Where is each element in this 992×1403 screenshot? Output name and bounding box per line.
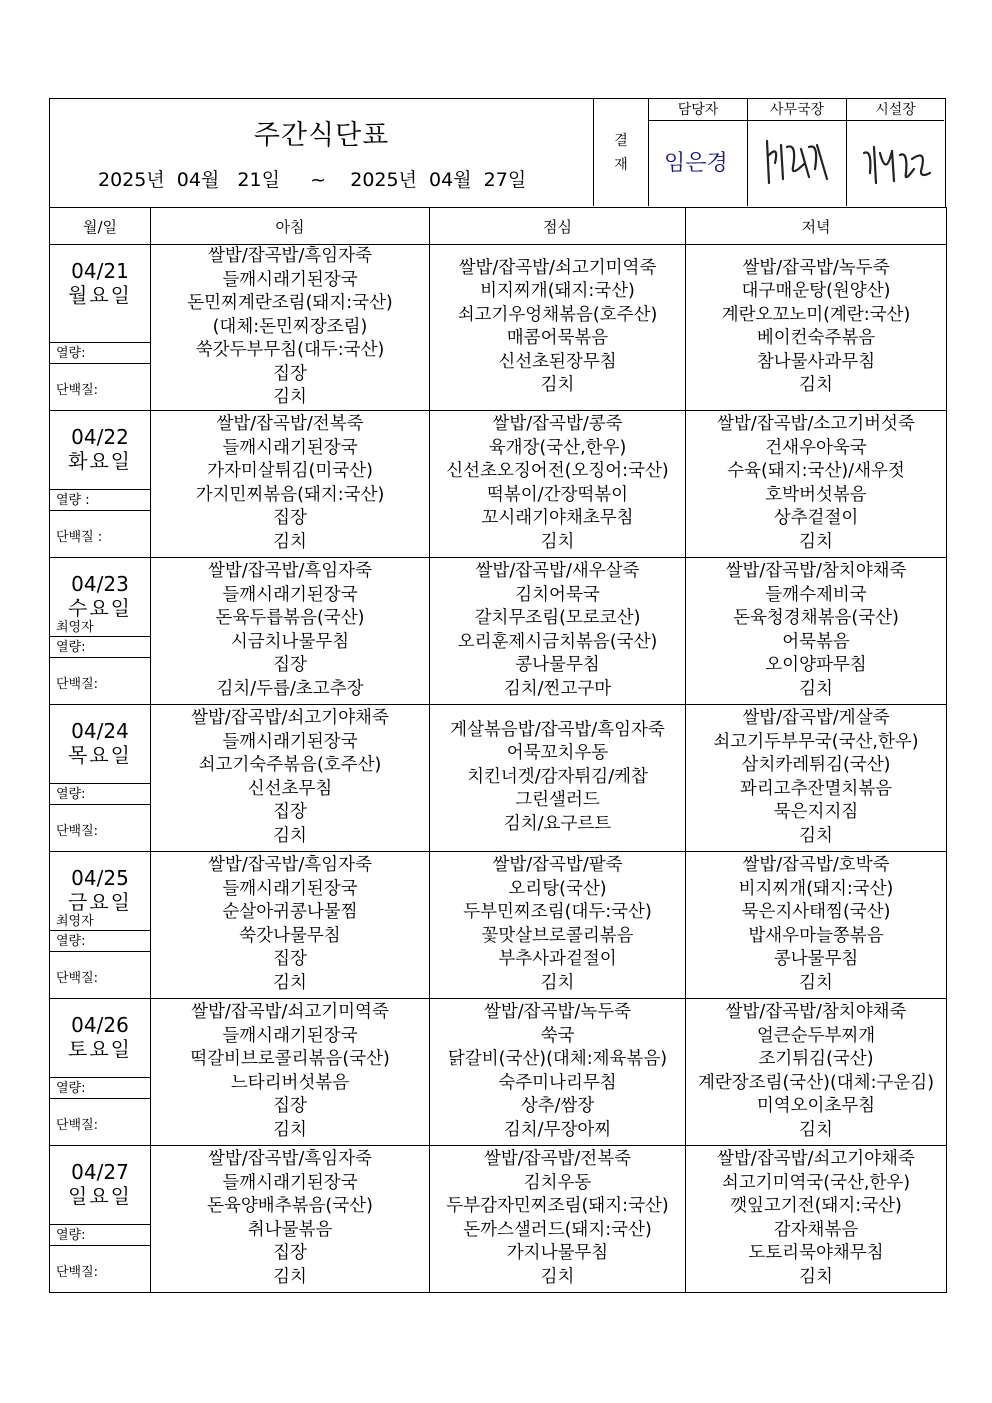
- menu-item: 묵은지지짐: [773, 802, 859, 822]
- table-row: [50, 410, 947, 557]
- menu-item: 쌀밥/잡곡밥/새우살죽: [475, 561, 640, 581]
- menu-item: 김치: [273, 972, 307, 993]
- menu-item: 비지찌개(돼지:국산): [480, 281, 635, 302]
- signer-staff: [649, 99, 748, 206]
- dinner-cell: [686, 704, 947, 851]
- table-row: [50, 704, 947, 851]
- table-header-row: [50, 208, 947, 245]
- day-date: 04/21: [71, 259, 129, 283]
- menu-item: 조기튀김(국산): [758, 1049, 874, 1069]
- protein-label: 단백질 :: [56, 529, 103, 545]
- menu-item: (대체:돈민찌장조림): [212, 316, 368, 337]
- menu-item: 김치/요구르트: [503, 813, 612, 834]
- menu-item: 갈치무조림(모로코산): [474, 608, 641, 628]
- menu-item: 김치/두릅/초고추장: [216, 678, 364, 699]
- menu-item: 쌀밥/잡곡밥/콩죽: [492, 414, 623, 434]
- protein-label: 단백질:: [56, 1117, 99, 1133]
- menu-item: 상추/쌈장: [520, 1096, 595, 1116]
- day-date: 04/24: [71, 718, 129, 743]
- dinner-cell: [686, 557, 947, 704]
- menu-item: 삼치카레튀김(국산): [741, 755, 891, 775]
- day-name: 월요일: [68, 283, 132, 307]
- menu-item: 치킨너겟/감자튀김/케찹: [467, 766, 648, 787]
- menu-item: 쇠고기숙주볶음(호주산): [198, 755, 382, 775]
- day-name: 금요일: [68, 889, 132, 914]
- signature-manager: [748, 121, 846, 205]
- menu-item: 들깨시래기된장국: [222, 269, 358, 290]
- menu-item: 건새우아욱국: [765, 437, 867, 458]
- day-cell: [50, 851, 151, 998]
- menu-item: 들깨시래기된장국: [222, 731, 358, 752]
- menu-item: 게살볶음밥/잡곡밥/흑임자죽: [450, 719, 665, 740]
- menu-item: 밥새우마늘쫑볶음: [748, 925, 884, 946]
- menu-period: 2025년 04월 21일 ~ 2025년 04월 27일: [98, 169, 527, 191]
- menu-item: 돈육청경채볶음(국산): [733, 608, 899, 628]
- menu-item: 두부민찌조림(대두:국산): [463, 902, 652, 922]
- menu-item: 쌀밥/잡곡밥/녹두죽: [742, 257, 890, 278]
- menu-item: 김치/무장아찌: [503, 1119, 612, 1140]
- protein-label: 단백질:: [56, 970, 99, 986]
- protein-label: 단백질:: [56, 382, 99, 398]
- menu-item: 김치: [273, 1119, 307, 1140]
- menu-item: 쌀밥/잡곡밥/전복죽: [483, 1149, 632, 1169]
- day-name: 토요일: [68, 1036, 132, 1061]
- menu-item: 쌀밥/잡곡밥/흑임자죽: [208, 1149, 372, 1169]
- signer-title: 사무국장: [748, 99, 846, 121]
- menu-item: 떡갈비브로콜리볶음(국산): [190, 1049, 390, 1069]
- signer-manager: [748, 99, 847, 206]
- day-name: 화요일: [68, 448, 132, 473]
- menu-item: 쌀밥/잡곡밥/흑임자죽: [208, 855, 372, 875]
- menu-item: 참나물사과무침: [756, 351, 876, 372]
- menu-item: 어묵꼬치우동: [506, 743, 609, 764]
- menu-item: 김치: [273, 825, 307, 846]
- menu-item: 육개장(국산,한우): [488, 437, 627, 458]
- calorie-label: 열량:: [50, 636, 150, 658]
- protein-label: 단백질:: [56, 823, 99, 839]
- day-note: 최영자: [56, 913, 94, 929]
- menu-body: [50, 245, 947, 1293]
- menu-item: 들깨시래기된장국: [222, 584, 358, 605]
- menu-item: 들깨수제비국: [765, 584, 867, 605]
- lunch-cell: [430, 557, 686, 704]
- signature-director: [847, 121, 944, 205]
- menu-item: 김치: [799, 972, 833, 993]
- menu-item: 시금치나물무침: [230, 631, 350, 652]
- protein-label: 단백질:: [56, 1264, 99, 1280]
- menu-item: 김치: [799, 531, 833, 552]
- day-date: 04/22: [71, 424, 129, 449]
- menu-item: 미역오이초무침: [756, 1096, 876, 1116]
- table-row: [50, 245, 947, 411]
- breakfast-cell: [151, 704, 430, 851]
- day-date: 04/23: [71, 571, 129, 596]
- menu-item: 쌀밥/잡곡밥/쇠고기미역죽: [191, 1002, 389, 1022]
- menu-item: 가지민찌볶음(돼지:국산): [195, 484, 385, 505]
- calorie-label: 열량:: [50, 342, 150, 364]
- lunch-cell: [430, 704, 686, 851]
- menu-item: 김치: [799, 1266, 833, 1287]
- calorie-label: 열량:: [50, 1224, 150, 1246]
- weekly-menu-table: [49, 207, 947, 1293]
- lunch-cell: [430, 998, 686, 1145]
- menu-item: 수육(돼지:국산)/새우젓: [727, 461, 905, 481]
- table-row: [50, 998, 947, 1145]
- signature-text: 임은경: [664, 151, 728, 176]
- menu-item: 돈육두릅볶음(국산): [215, 608, 365, 628]
- day-date: 04/26: [71, 1012, 129, 1037]
- menu-item: 들깨시래기된장국: [222, 1172, 358, 1193]
- signature-image: [757, 133, 837, 193]
- menu-item: 콩나물무침: [773, 949, 859, 969]
- menu-item: 오리훈제시금치볶음(국산): [457, 631, 658, 652]
- menu-item: 비지찌개(돼지:국산): [738, 878, 894, 899]
- menu-item: 계란오꼬노미(계란:국산): [721, 304, 911, 325]
- menu-item: 쇠고기두부무국(국산,한우): [713, 731, 919, 752]
- menu-item: 베이컨숙주볶음: [756, 328, 876, 349]
- menu-item: 쌀밥/잡곡밥/쇠고기야채죽: [717, 1149, 915, 1169]
- menu-item: 매콤어묵볶음: [506, 328, 609, 349]
- menu-item: 어묵볶음: [782, 631, 850, 652]
- menu-item: 김치어묵국: [515, 584, 600, 605]
- day-cell: [50, 245, 151, 411]
- menu-item: 숙주미나리무침: [498, 1072, 617, 1093]
- calorie-label: 열량:: [50, 930, 150, 952]
- day-note: 최영자: [56, 619, 94, 635]
- menu-item: 떡볶이/간장떡볶이: [486, 484, 629, 505]
- menu-item: 집장: [273, 1243, 307, 1263]
- menu-item: 돈까스샐러드(돼지:국산): [463, 1219, 652, 1240]
- breakfast-cell: [151, 1145, 430, 1292]
- breakfast-cell: [151, 998, 430, 1145]
- breakfast-cell: [151, 557, 430, 704]
- calorie-label: 열량:: [50, 1077, 150, 1099]
- menu-item: 오이양파무침: [765, 655, 867, 675]
- page-title: 주간식단표: [253, 120, 390, 151]
- dinner-cell: [686, 998, 947, 1145]
- menu-item: 깻잎고기전(돼지:국산): [730, 1196, 902, 1216]
- menu-item: 쌀밥/잡곡밥/쇠고기미역죽: [458, 257, 657, 278]
- menu-item: 쑥갓나물무침: [239, 925, 341, 946]
- menu-item: 쌀밥/잡곡밥/팥죽: [492, 855, 623, 875]
- dinner-cell: [686, 245, 947, 411]
- menu-item: 쌀밥/잡곡밥/참치야채죽: [725, 561, 907, 581]
- dinner-cell: [686, 410, 947, 557]
- menu-item: 김치: [273, 531, 307, 552]
- menu-item: 쌀밥/잡곡밥/쇠고기야채죽: [191, 708, 389, 728]
- menu-item: 쌀밥/잡곡밥/참치야채죽: [725, 1002, 907, 1022]
- menu-item: 가지나물무침: [506, 1243, 609, 1263]
- lunch-cell: [430, 1145, 686, 1292]
- day-cell: [50, 410, 151, 557]
- signer-title: 시설장: [847, 99, 944, 121]
- menu-item: 들깨시래기된장국: [222, 437, 358, 458]
- table-row: [50, 557, 947, 704]
- column-header-breakfast: 아침: [151, 208, 430, 245]
- menu-item: 김치: [540, 1266, 575, 1287]
- menu-item: 신선초무침: [247, 778, 333, 799]
- menu-item: 취나물볶음: [247, 1219, 333, 1240]
- menu-item: 김치: [540, 972, 575, 993]
- lunch-cell: [430, 410, 686, 557]
- day-cell: [50, 704, 151, 851]
- menu-item: 김치: [799, 1119, 833, 1140]
- menu-item: 쌀밥/잡곡밥/흑임자죽: [208, 246, 372, 266]
- menu-item: 두부감자민찌조림(돼지:국산): [446, 1196, 669, 1216]
- menu-item: 호박버섯볶음: [765, 484, 867, 505]
- menu-item: 쌀밥/잡곡밥/전복죽: [216, 414, 364, 434]
- menu-item: 감자채볶음: [773, 1219, 859, 1240]
- column-header-day: 월/일: [50, 208, 151, 245]
- menu-item: 김치우동: [523, 1172, 592, 1193]
- menu-item: 꼬시래기야채초무침: [481, 508, 634, 528]
- menu-item: 김치: [540, 531, 575, 552]
- approval-label-1: 결: [614, 132, 628, 149]
- menu-item: 대구매운탕(원양산): [741, 281, 891, 302]
- menu-item: 쌀밥/잡곡밥/게살죽: [742, 708, 890, 728]
- menu-item: 오리탕(국산): [508, 878, 607, 899]
- signer-title: 담당자: [649, 99, 747, 121]
- menu-item: 김치/찐고구마: [503, 678, 612, 699]
- column-header-lunch: 점심: [430, 208, 686, 245]
- menu-item: 돈민찌계란조림(돼지:국산): [187, 293, 393, 313]
- menu-item: 얼큰순두부찌개: [756, 1025, 876, 1046]
- breakfast-cell: [151, 410, 430, 557]
- menu-item: 꽈리고추잔멸치볶음: [739, 778, 893, 799]
- menu-item: 순살아귀콩나물찜: [222, 902, 358, 922]
- menu-item: 신선초된장무침: [498, 351, 617, 372]
- menu-item: 쇠고기미역국(국산,한우): [721, 1172, 911, 1193]
- breakfast-cell: [151, 245, 430, 411]
- menu-item: 집장: [273, 363, 307, 384]
- menu-item: 콩나물무침: [515, 655, 600, 675]
- menu-item: 김치: [273, 1266, 307, 1287]
- menu-item: 김치: [799, 375, 833, 396]
- menu-item: 쇠고기우엉채볶음(호주산): [457, 304, 658, 325]
- menu-item: 집장: [273, 1096, 307, 1116]
- approval-label-2: 재: [614, 156, 628, 173]
- menu-item: 김치: [799, 825, 833, 846]
- day-name: 목요일: [68, 742, 132, 767]
- menu-item: 도토리묵야채무침: [748, 1243, 884, 1263]
- day-date: 04/27: [71, 1159, 129, 1184]
- menu-item: 들깨시래기된장국: [222, 878, 358, 899]
- day-cell: [50, 998, 151, 1145]
- menu-item: 쑥갓두부무침(대두:국산): [195, 340, 385, 360]
- lunch-cell: [430, 851, 686, 998]
- menu-item: 닭갈비(국산)(대체:제육볶음): [447, 1049, 668, 1069]
- column-header-dinner: 저녁: [686, 208, 947, 245]
- table-row: [50, 1145, 947, 1292]
- menu-header: [49, 98, 946, 208]
- dinner-cell: [686, 851, 947, 998]
- menu-item: 집장: [273, 655, 307, 675]
- menu-item: 집장: [273, 508, 307, 528]
- breakfast-cell: [151, 851, 430, 998]
- signer-director: [847, 99, 944, 206]
- table-row: [50, 851, 947, 998]
- menu-item: 김치: [799, 678, 833, 699]
- menu-item: 가자미살튀김(미국산): [207, 461, 373, 481]
- menu-item: 김치: [540, 375, 575, 396]
- signature-staff: [649, 121, 747, 205]
- protein-label: 단백질:: [56, 676, 99, 692]
- menu-item: 쌀밥/잡곡밥/호박죽: [742, 855, 890, 875]
- day-cell: [50, 557, 151, 704]
- menu-item: 그린샐러드: [515, 790, 600, 811]
- day-name: 일요일: [68, 1183, 132, 1208]
- menu-item: 집장: [273, 802, 307, 822]
- menu-item: 계란장조림(국산)(대체:구운김): [697, 1072, 935, 1093]
- menu-item: 신선초오징어전(오징어:국산): [446, 461, 669, 481]
- menu-item: 쑥국: [540, 1025, 575, 1046]
- calorie-label: 열량:: [50, 783, 150, 805]
- menu-item: 부추사과겉절이: [498, 949, 617, 969]
- menu-item: 꽃맛살브로콜리볶음: [481, 925, 634, 946]
- calorie-label: 열량 :: [50, 489, 150, 511]
- approval-label: [593, 99, 649, 206]
- menu-item: 집장: [273, 949, 307, 969]
- day-name: 수요일: [68, 595, 132, 620]
- menu-item: 쌀밥/잡곡밥/흑임자죽: [208, 561, 372, 581]
- day-date: 04/25: [71, 865, 129, 890]
- dinner-cell: [686, 1145, 947, 1292]
- signature-image: [660, 143, 736, 183]
- menu-item: 들깨시래기된장국: [222, 1025, 358, 1046]
- menu-item: 김치: [273, 387, 307, 407]
- day-cell: [50, 1145, 151, 1292]
- menu-item: 상추겉절이: [773, 508, 859, 528]
- menu-item: 쌀밥/잡곡밥/소고기버섯죽: [717, 414, 915, 434]
- menu-item: 묵은지사태찜(국산): [741, 902, 891, 922]
- lunch-cell: [430, 245, 686, 411]
- menu-item: 쌀밥/잡곡밥/녹두죽: [483, 1002, 632, 1022]
- menu-item: 돈육양배추볶음(국산): [207, 1196, 373, 1216]
- menu-item: 느타리버섯볶음: [230, 1072, 350, 1093]
- signature-image: [856, 133, 936, 193]
